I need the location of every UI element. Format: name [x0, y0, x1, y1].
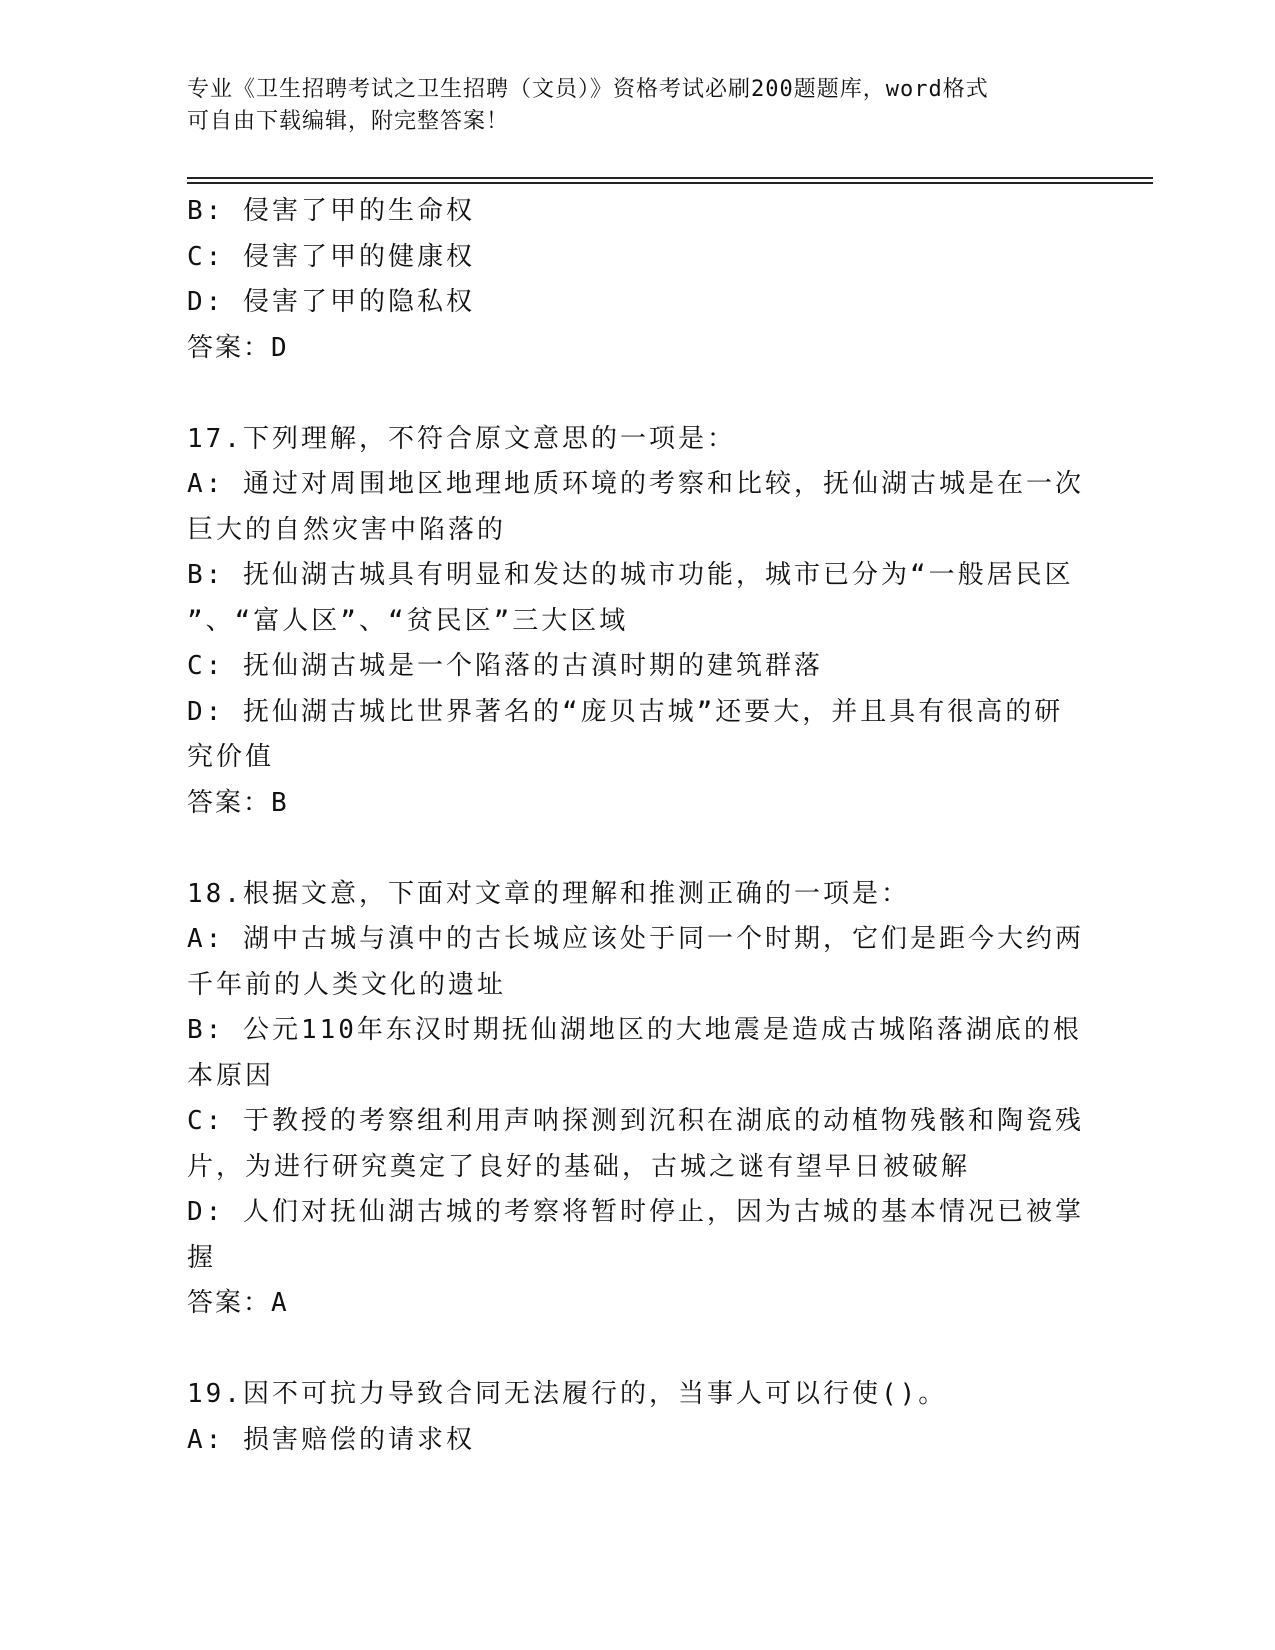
q17-question: 17.下列理解，不符合原文意思的一项是：	[187, 423, 736, 454]
q18-question: 18.根据文意，下面对文章的理解和推测正确的一项是：	[187, 878, 910, 909]
q16-option-c: C: 侵害了甲的健康权	[187, 241, 475, 272]
q16-option-d: D: 侵害了甲的隐私权	[187, 287, 475, 317]
document-body	[187, 189, 1084, 1463]
q17-option-c: C: 抚仙湖古城是一个陷落的古滇时期的建筑群落	[187, 651, 823, 681]
spacer	[187, 1327, 1072, 1373]
question-19-block	[187, 1372, 1072, 1463]
q18-option-c: C: 于教授的考察组利用声呐探测到沉积在湖底的动植物残骸和陶瓷残	[187, 1106, 1084, 1136]
q18-answer: 答案：A	[187, 1288, 289, 1318]
header-title-line-2: 可自由下载编辑，附完整答案！	[187, 109, 510, 134]
q16-answer: 答案：D	[187, 332, 289, 363]
document-header	[187, 74, 1067, 138]
spacer	[187, 371, 1072, 417]
question-16-block	[187, 189, 1072, 371]
q17-option-d: D: 抚仙湖古城比世界著名的“庞贝古城”还要大，并且具有很高的研	[187, 696, 1064, 727]
header-title-line-1: 专业《卫生招聘考试之卫生招聘（文员）》资格考试必刷200题题库，word格式	[187, 77, 989, 102]
q19-question: 19.因不可抗力导致合同无法履行的，当事人可以行使()。	[187, 1379, 948, 1409]
q18-option-d-cont: 握	[187, 1242, 217, 1273]
q18-option-b-cont: 本原因	[187, 1060, 275, 1091]
q16-option-b: B: 侵害了甲的生命权	[187, 196, 475, 226]
header-divider-bottom	[187, 182, 1153, 184]
q17-option-b: B: 抚仙湖古城具有明显和发达的城市功能，城市已分为“一般居民区	[187, 560, 1074, 590]
question-17-block	[187, 417, 1084, 827]
spacer	[187, 826, 1072, 872]
q17-option-a: A: 通过对周围地区地理地质环境的考察和比较，抚仙湖古城是在一次	[187, 469, 1084, 499]
q17-option-d-cont: 究价值	[187, 742, 275, 772]
q17-option-a-cont: 巨大的自然灾害中陷落的	[187, 514, 507, 545]
q17-answer: 答案：B	[187, 787, 289, 818]
q18-option-c-cont: 片，为进行研究奠定了良好的基础，古城之谜有望早日被破解	[187, 1151, 971, 1182]
question-18-block	[187, 872, 1084, 1327]
q18-option-a-cont: 千年前的人类文化的遗址	[187, 969, 507, 1000]
q17-option-b-cont: ”、“富人区”、“贫民区”三大区域	[187, 605, 629, 636]
q19-option-a: A: 损害赔偿的请求权	[187, 1424, 475, 1455]
q18-option-d: D: 人们对抚仙湖古城的考察将暂时停止，因为古城的基本情况已被掌	[187, 1197, 1084, 1227]
header-divider-top	[187, 177, 1153, 179]
q18-option-b: B: 公元110年东汉时期抚仙湖地区的大地震是造成古城陷落湖底的根	[187, 1015, 1082, 1045]
q18-option-a: A: 湖中古城与滇中的古长城应该处于同一个时期，它们是距今大约两	[187, 924, 1084, 954]
